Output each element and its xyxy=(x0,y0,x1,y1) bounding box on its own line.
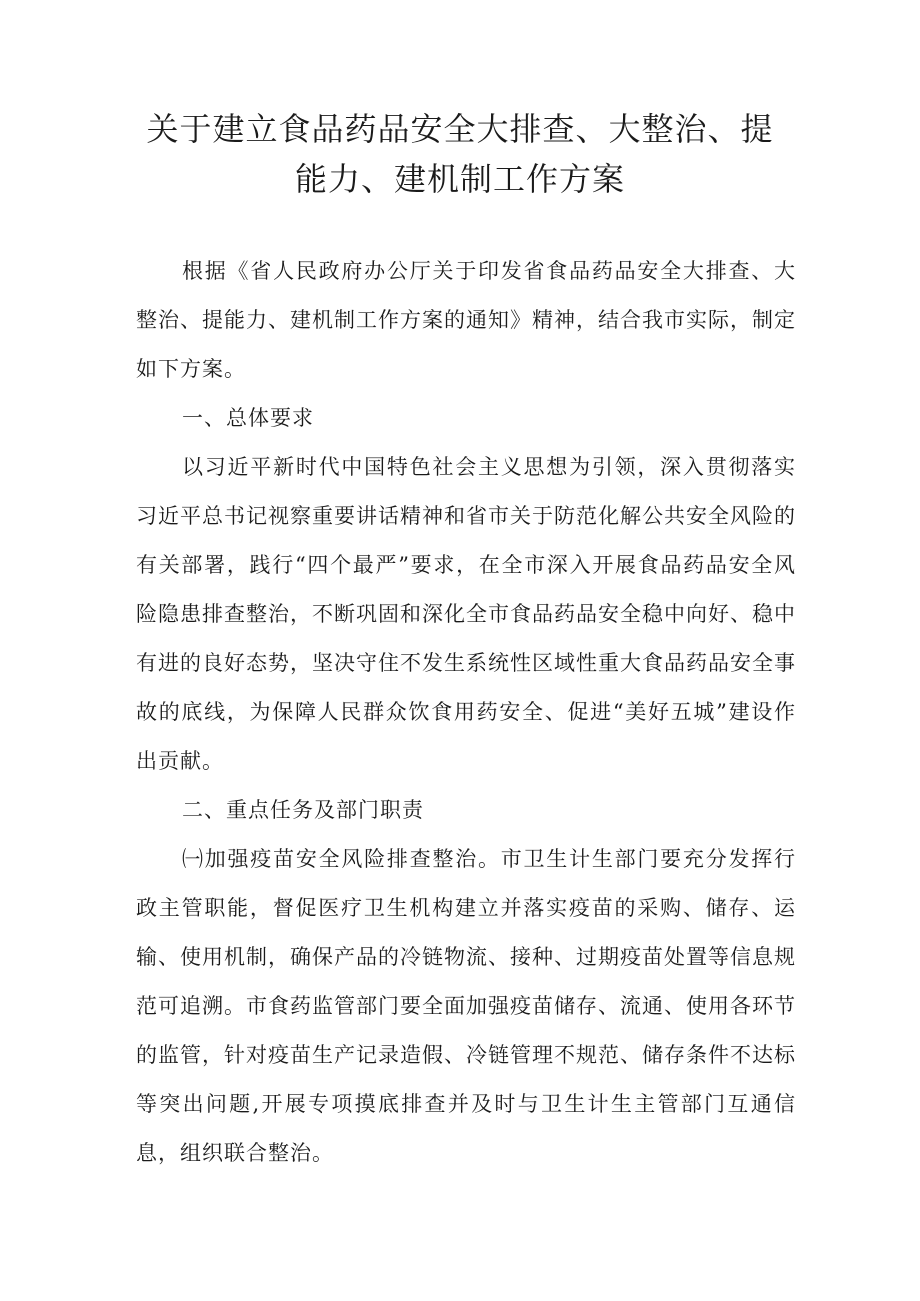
title-line-2: 能力、建机制工作方案 xyxy=(294,160,625,198)
title-line-1: 关于建立食品药品安全大排查、大整治、提 xyxy=(146,110,774,148)
section-2-item-1-paragraph: ㈠加强疫苗安全风险排查整治。市卫生计生部门要充分发挥行政主管职能，督促医疗卫生机构建立并落实疫苗的采购、储存、运输、使用机制，确保产品的冷链物流、接种、过期疫苗处置等信息规范可追溯。市食药监管部门要全面加强疫苗储存、流通、使用各环节的监管，针对疫苗生产记录造假、冷链管理不规范、储存条件不达标等突出问题,开展专项摸底排查并及时与卫生计生主管部门互通信息，组织联合整治。 xyxy=(136,847,796,1165)
document-body xyxy=(136,247,796,1178)
document-title xyxy=(120,104,800,204)
section-1-heading: 一、总体要求 xyxy=(182,406,314,430)
intro-paragraph: 根据《省人民政府办公厅关于印发省食品药品安全大排查、大整治、提能力、建机制工作方案的通知》精神，结合我市实际，制定如下方案。 xyxy=(136,259,796,381)
section-2-heading: 二、重点任务及部门职责 xyxy=(182,798,424,822)
section-1-paragraph: 以习近平新时代中国特色社会主义思想为引领，深入贯彻落实习近平总书记视察重要讲话精神和省市关于防范化解公共安全风险的有关部署，践行“四个最严”要求，在全市深入开展食品药品安全风险隐患排查整治，不断巩固和深化全市食品药品安全稳中向好、稳中有进的良好态势，坚决守住不发生系统性区域性重大食品药品安全事故的底线，为保障人民群众饮食用药安全、促进“美好五城”建设作出贡献。 xyxy=(136,455,796,773)
